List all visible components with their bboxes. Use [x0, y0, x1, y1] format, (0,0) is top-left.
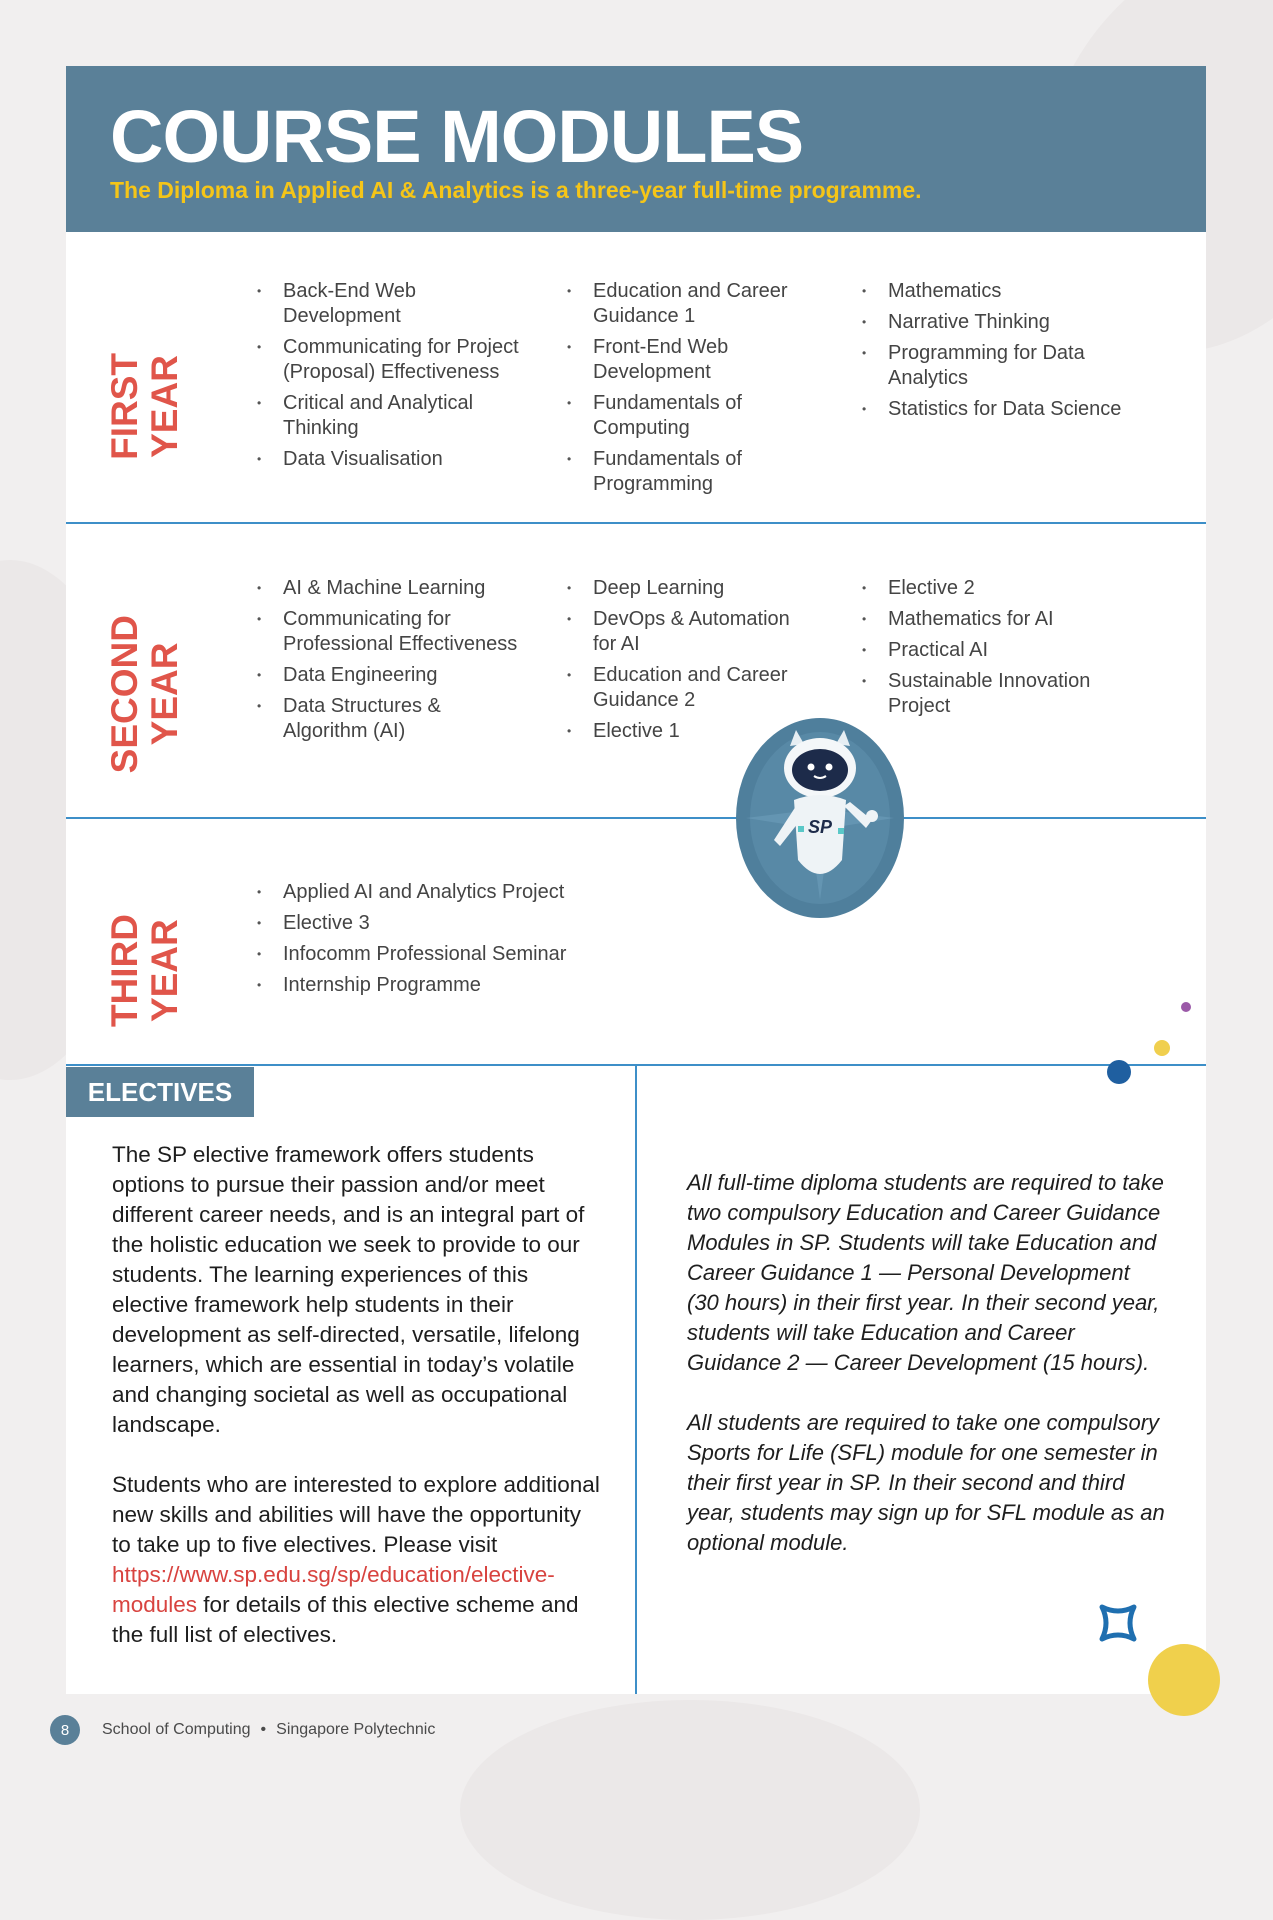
sparkle-icon	[1098, 1603, 1138, 1643]
module-item: • Elective 1	[567, 719, 817, 744]
module-list	[862, 279, 1142, 428]
decorative-blob	[1148, 1644, 1220, 1716]
module-item: • Communicating for Project (Proposal) Effectiveness	[257, 335, 537, 385]
section-divider	[66, 522, 1206, 524]
year-label-second: SECOND YEAR	[104, 614, 185, 774]
module-item: • Programming for Data Analytics	[862, 341, 1088, 391]
module-item: • Statistics for Data Science	[862, 397, 1142, 422]
electives-paragraph: The SP elective framework offers students options to pursue their passion and/or meet different career needs, and is an integral part of the holistic education we seek to provide to our students. The learning experiences of this elective framework help students in their development as self-directed, versatile, lifelong learners, which are essential in today’s volatile and changing societal as well as occupational landscape.	[112, 1142, 585, 1437]
year-label-third: THIRD YEAR	[104, 914, 185, 1028]
module-item: • Mathematics	[862, 279, 1142, 304]
module-item: • Fundamentals of Programming	[567, 447, 817, 497]
page-subtitle: The Diploma in Applied AI & Analytics is a three-year full-time programme.	[110, 177, 922, 203]
module-item: • Sustainable Innovation Project	[862, 669, 1128, 719]
decorative-dot	[1107, 1060, 1131, 1084]
module-list	[257, 880, 637, 1004]
electives-intro	[112, 1140, 602, 1680]
module-item: • Applied AI and Analytics Project	[257, 880, 637, 905]
module-item: • Deep Learning	[567, 576, 817, 601]
decorative-dot	[1181, 1002, 1191, 1012]
decorative-dot	[1154, 1040, 1170, 1056]
footer-separator: •	[260, 1721, 267, 1738]
page-number: 8	[50, 1715, 80, 1745]
module-item: • Narrative Thinking	[862, 310, 1142, 335]
page-card	[66, 66, 1206, 1694]
module-item: • Back-End Web Development	[257, 279, 537, 329]
module-item: • Elective 3	[257, 911, 637, 936]
column-divider	[635, 1065, 637, 1694]
module-item: • Infocomm Professional Seminar	[257, 942, 637, 967]
module-item: • Practical AI	[862, 638, 1142, 663]
page-footer	[50, 1713, 435, 1747]
section-divider	[66, 817, 1206, 819]
electives-heading: ELECTIVES	[66, 1067, 254, 1117]
module-item: • Critical and Analytical Thinking	[257, 391, 537, 441]
year-label-first: FIRST YEAR	[104, 352, 185, 460]
module-item: • Communicating for Professional Effectiveness	[257, 607, 537, 657]
module-item: • Fundamentals of Computing	[567, 391, 817, 441]
module-item: • Data Engineering	[257, 663, 537, 688]
footer-institution: Singapore Polytechnic	[276, 1721, 436, 1738]
module-item: • Education and Career Guidance 1	[567, 279, 817, 329]
module-item: • Elective 2	[862, 576, 1142, 601]
electives-paragraph: Students who are interested to explore additional new skills and abilities will have the opportunity to take up to five electives. Please visit https://www.sp.edu.sg/sp/education/elective-modules for details of this elective scheme and the full list of electives.	[112, 1472, 600, 1647]
module-item: • Mathematics for AI	[862, 607, 1142, 632]
module-item: • Front-End Web Development	[567, 335, 817, 385]
robot-mascot-illustration	[734, 710, 906, 920]
module-list	[862, 576, 1142, 725]
footer-school: School of Computing	[102, 1721, 251, 1738]
module-item: • Internship Programme	[257, 973, 637, 998]
module-item: • Data Structures & Algorithm (AI)	[257, 694, 483, 744]
page-title: COURSE MODULES	[110, 95, 804, 178]
module-item: • AI & Machine Learning	[257, 576, 537, 601]
module-list	[567, 279, 817, 503]
robot-badge: SP	[807, 817, 833, 837]
compulsory-modules-note	[687, 1168, 1167, 1588]
background-shape	[460, 1700, 920, 1920]
ecg-paragraph: All full-time diploma students are required to take two compulsory Education and Career Guidance Modules in SP. Students will take Education and Career Guidance 1 — Personal Development (30 hours) in their first year. In their second year, students will take Education and Career Guidance 2 — Career Development (15 hours).	[687, 1170, 1164, 1375]
electives-link[interactable]: https://www.sp.edu.sg/sp/education/elective-modules	[112, 1562, 555, 1617]
module-item: • DevOps & Automation for AI	[567, 607, 817, 657]
module-list	[257, 576, 537, 750]
header-banner	[66, 66, 1206, 232]
module-item: • Education and Career Guidance 2	[567, 663, 817, 713]
module-list	[257, 279, 537, 478]
module-item: • Data Visualisation	[257, 447, 537, 472]
sfl-paragraph: All students are required to take one compulsory Sports for Life (SFL) module for one semester in their first year in SP. In their second and third year, students may sign up for SFL module as an optional module.	[687, 1410, 1165, 1555]
